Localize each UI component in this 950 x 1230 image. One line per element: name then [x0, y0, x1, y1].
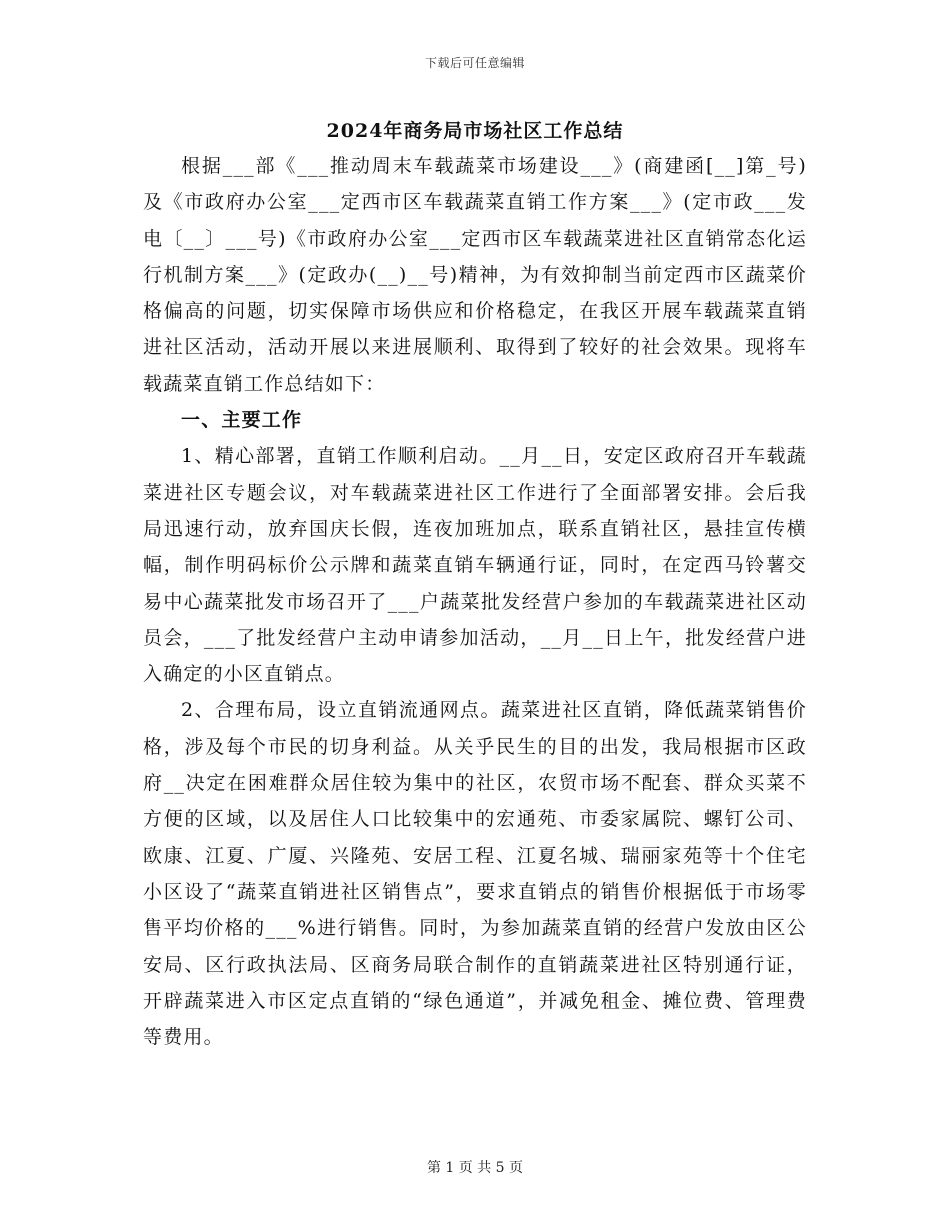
document-body [143, 148, 807, 1055]
page-number-footer: 第 1 页 共 5 页 [426, 1160, 524, 1176]
work-item-2-paragraph: 2、合理布局，设立直销流通网点。蔬菜进社区直销，降低蔬菜销售价格，涉及每个市民的切身利益。从关乎民生的目的出发，我局根据市区政府__决定在困难群众居住较为集中的社区，农贸市场不配套、群众买菜不方便的区域，以及居住人口比较集中的宏通苑、市委家属院、螺钉公司、欧康、江夏、广厦、兴隆苑、安居工程、江夏名城、瑞丽家苑等十个住宅小区设了“蔬菜直销进社区销售点”，要求直销点的销售价根据低于市场零售平均价格的___%进行销售。同时，为参加蔬菜直销的经营户发放由区公安局、区行政执法局、区商务局联合制作的直销蔬菜进社区特别通行证，开辟蔬菜进入市区定点直销的“绿色通道”，并减免租金、摊位费、管理费等费用。 [143, 699, 807, 1049]
section-heading: 一、主要工作 [181, 409, 303, 432]
header-note: 下载后可任意编辑 [424, 56, 525, 70]
work-item-1-paragraph: 1、精心部署，直销工作顺利启动。__月__日，安定区政府召开车载蔬菜进社区专题会议，对车载蔬菜进社区工作进行了全面部署安排。会后我局迅速行动，放弃国庆长假，连夜加班加点，联系直销社区，悬挂宣传横幅，制作明码标价公示牌和蔬菜直销车辆通行证，同时，在定西马铃薯交易中心蔬菜批发市场召开了___户蔬菜批发经营户参加的车载蔬菜进社区动员会，___了批发经营户主动申请参加活动，__月__日上午，批发经营户进入确定的小区直销点。 [143, 445, 807, 686]
intro-paragraph: 根据___部《___推动周末车载蔬菜市场建设___》(商建函[__]第_号)及《市政府办公室___定西市区车载蔬菜直销工作方案___》(定市政___发电〔__〕___号)《市政府办公室___定西市区车载蔬菜进社区直销常态化运行机制方案___》(定政办(__)__号)精神，为有效抑制当前定西市区蔬菜价格偏高的问题，切实保障市场供应和价格稳定，在我区开展车载蔬菜直销进社区活动，活动开展以来进展顺利、取得到了较好的社会效果。现将车载蔬菜直销工作总结如下： [143, 155, 807, 395]
document-title: 2024年商务局市场社区工作总结 [326, 120, 624, 142]
